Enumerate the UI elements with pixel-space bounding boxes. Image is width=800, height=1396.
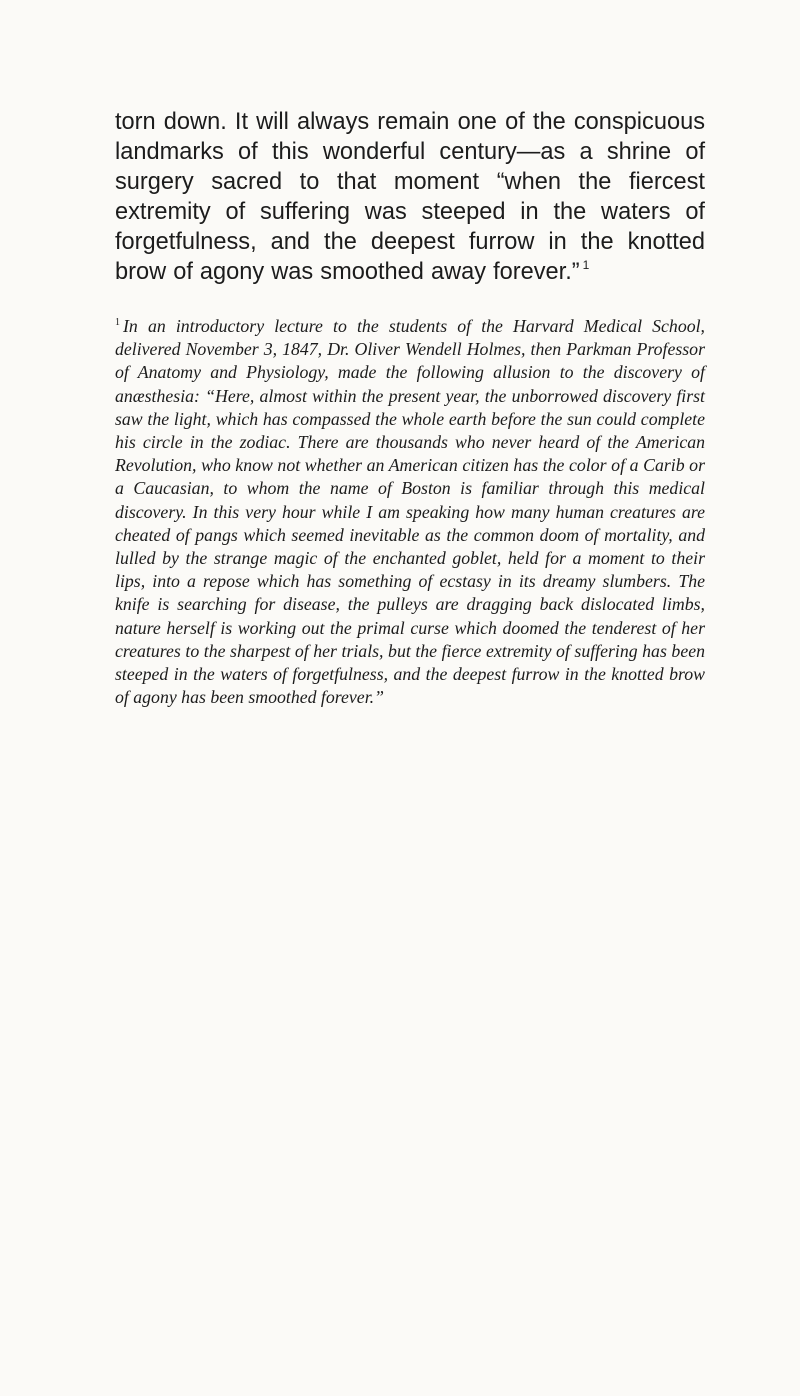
main-paragraph-text: torn down. It will always remain one of the conspicuous landmarks of this wonderful century—as a shrine of surgery sacred to that moment “when the fiercest extremity of suffering was steeped in the waters of forgetfulness, and the deepest furrow in the knotted brow of agony was smoothed away forever.” (115, 109, 705, 285)
main-paragraph (115, 108, 705, 287)
footnote-text: In an introductory lecture to the students of the Harvard Medical School, delivered November 3, 1847, Dr. Oliver Wendell Holmes, then Parkman Professor of Anatomy and Physiology, made the following allusion to the discovery of anæsthesia: “Here, almost within the present year, the unborrowed discovery first saw the light, which has compassed the whole earth before the sun could complete his circle in the zodiac. There are thousands who never heard of the American Revolution, who know not whether an American citizen has the color of a Carib or a Caucasian, to whom the name of Boston is familiar through this medical discovery. In this very hour while I am speaking how many human creatures are cheated of pangs which seemed inevitable as the common doom of mortality, and lulled by the strange magic of the enchanted goblet, held for a moment to their lips, into a repose which has something of ecstasy in its dreamy slumbers. The knife is searching for disease, the pulleys are dragging back dislocated limbs, nature herself is working out the primal curse which doomed the tenderest of her creatures to the sharpest of her trials, but the fierce extremity of suffering has been steeped in the waters of forgetfulness, and the deepest furrow in the knotted brow of agony has been smoothed forever.” (115, 316, 705, 708)
footnote (115, 315, 705, 709)
footnote-marker: 1 (115, 317, 120, 328)
footnote-reference: 1 (582, 257, 590, 272)
